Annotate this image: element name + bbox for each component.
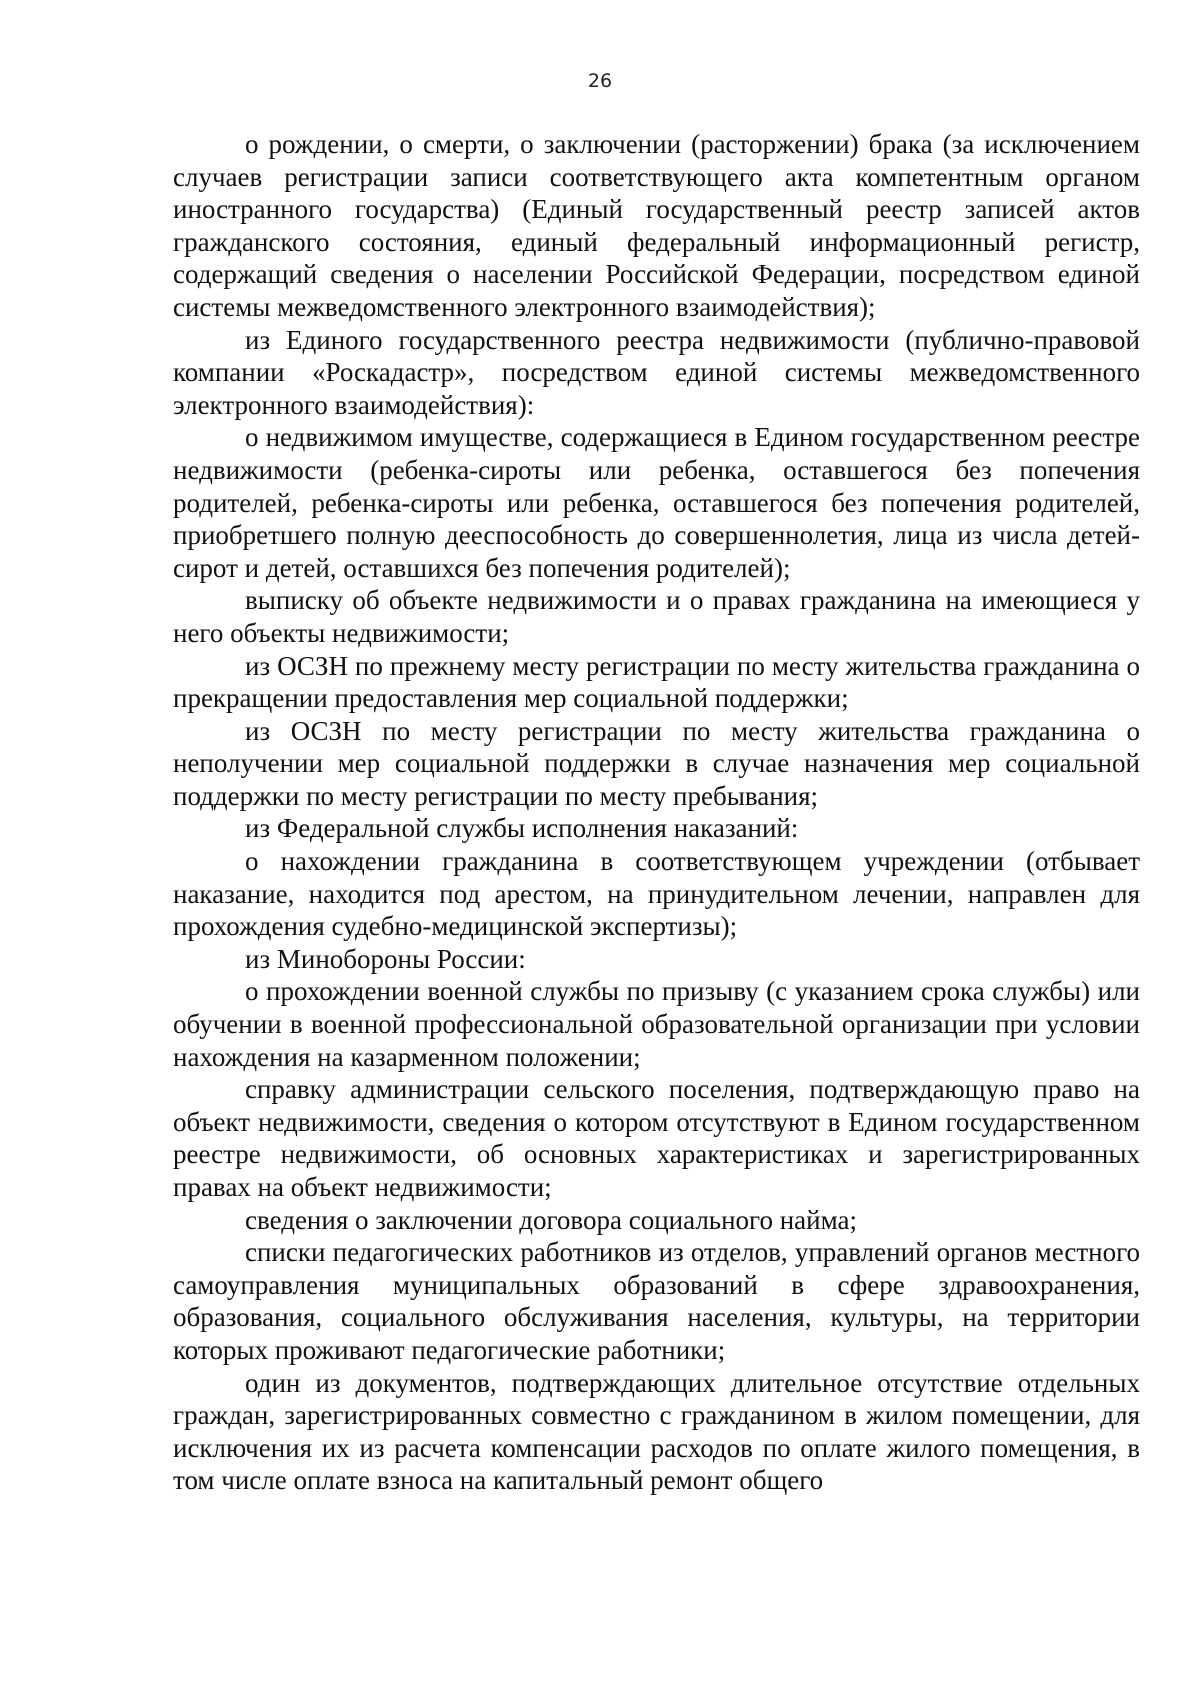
paragraph-absence-documents: один из документов, подтверждающих длительное отсутствие отдельных граждан, зарегистрированных совместно с гражданином в жилом помещении, для исключения их из расчета компенсации расходов по оплате жилого помещения, в том числе оплате взноса на капитальный ремонт общего (173, 1367, 1140, 1496)
paragraph-fsin-source: из Федеральной службы исполнения наказаний: (245, 813, 799, 844)
paragraph-oszn-current-residence: из ОСЗН по месту регистрации по месту жительства гражданина о неполучении мер социальной поддержки в случае назначения мер социальной поддержки по месту регистрации по месту пребывания; (173, 715, 1140, 811)
paragraph-teacher-lists: списки педагогических работников из отделов, управлений органов местного самоуправления муниципальных образований в сфере здравоохранения, образования, социального обслуживания населения, культуры, на территории которых проживают педагогические работники; (173, 1237, 1140, 1365)
paragraph-civil-registry-info: о рождении, о смерти, о заключении (расторжении) брака (за исключением случаев регистрации записи соответствующего акта компетентным органом иностранного государства) (Единый государственный реестр записей актов гражданского состояния, единый федеральный информационный регистр, содержащий сведения о населении Российской Федерации, посредством единой системы межведомственного электронного взаимодействия); (173, 129, 1140, 322)
paragraph-real-estate-extract: выписку об объекте недвижимости и о правах гражданина на имеющиеся у него объекты недвижимости; (173, 585, 1140, 648)
paragraph-fsin-detention-info: о нахождении гражданина в соответствующем учреждении (отбывает наказание, находится под арестом, на принудительном лечении, направлен для прохождения судебно-медицинской экспертизы); (173, 846, 1140, 942)
document-body (173, 128, 1140, 1497)
paragraph-rural-settlement-certificate: справку администрации сельского поселения, подтверждающую право на объект недвижимости, сведения о котором отсутствуют в Едином государственном реестре недвижимости, об основных характеристиках и зарегистрированных правах на объект недвижимости; (173, 1074, 1140, 1202)
paragraph-real-estate-property-info: о недвижимом имуществе, содержащиеся в Едином государственном реестре недвижимости (ребенка-сироты или ребенка, оставшегося без попечения родителей, ребенка-сироты или ребенка, оставшегося без попечения родителей, приобретшего полную дееспособность до совершеннолетия, лица из числа детей-сирот и детей, оставшихся без попечения родителей); (173, 422, 1140, 583)
page-number: 26 (587, 70, 613, 92)
paragraph-real-estate-registry-source: из Единого государственного реестра недвижимости (публично-правовой компании «Роскадастр», посредством единой системы межведомственного электронного взаимодействия): (173, 324, 1140, 420)
paragraph-oszn-previous-residence: из ОСЗН по прежнему месту регистрации по месту жительства гражданина о прекращении предоставления мер социальной поддержки; (173, 650, 1140, 714)
paragraph-military-service-info: о прохождении военной службы по призыву (с указанием срока службы) или обучении в военной профессиональной образовательной организации при условии нахождения на казарменном положении; (173, 976, 1140, 1072)
paragraph-defense-ministry-source: из Минобороны России: (245, 943, 526, 974)
paragraph-social-lease-agreement: сведения о заключении договора социального найма; (245, 1204, 857, 1235)
